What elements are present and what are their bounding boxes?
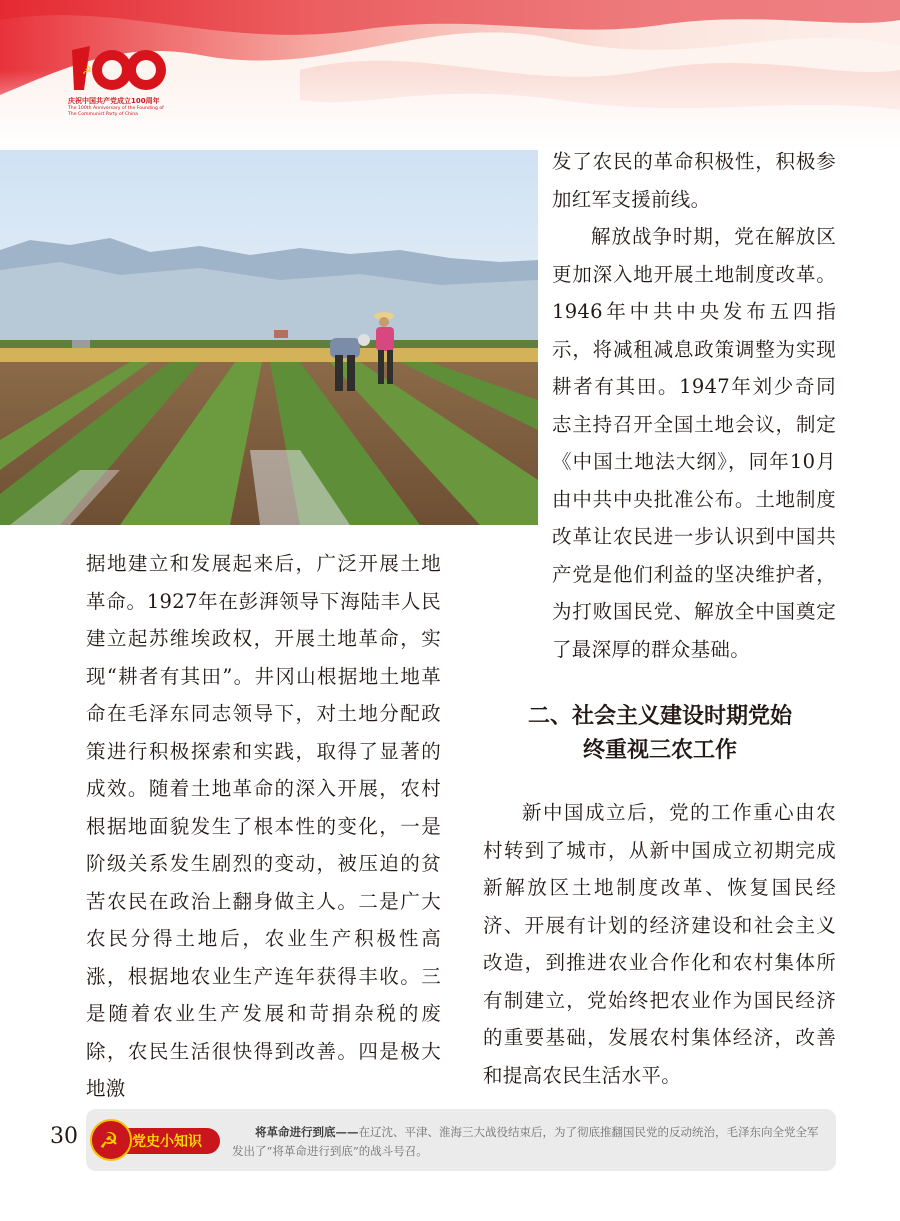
logo-caption: 庆祝中国共产党成立100周年 — [68, 97, 160, 105]
paragraph-land-revolution: 据地建立和发展起来后，广泛开展土地革命。1927年在彭湃领导下海陆丰人民建立起苏维埃政权，开展土地革命，实现“耕者有其田”。井冈山根据地土地革命在毛泽东同志领导下，对土地分配政策进行积极探索和实践，取得了显著的成效。随着土地革命的深入开展，农村根据地面貌发生了根本性的变化，一是阶级关系发生剧烈的变动，被压迫的贫苦农民在政治上翻身做主人。二是广大农民分得土地后，农业生产积极性高涨，根据地农业生产连年获得丰收。三是随着农业生产发展和苛捐杂税的废除，农民生活很快得到改善。四是极大地激 — [86, 552, 441, 1100]
farm-field-photo — [0, 150, 538, 525]
centenary-logo — [68, 44, 178, 124]
paragraph-socialist-construction: 新中国成立后，党的工作重心由农村转到了城市，从新中国成立初期完成新解放区土地制度改革、恢复国民经济、开展有计划的经济建设和社会主义改造，到推进农业合作化和农村集体所有制建立，党始终把农业作为国民经济的重要基础，发展农村集体经济，改善和提高农民生活水平。 — [483, 801, 836, 1087]
paragraph-liberation-war: 解放战争时期，党在解放区更加深入地开展土地制度改革。1946年中共中央发布五四指示，将减租减息政策调整为实现耕者有其田。1947年刘少奇同志主持召开全国土地会议，制定《中国土地法大纲》，同年10月由中共中央批准公布。土地制度改革让农民进一步认识到中国共产党是他们利益的坚决维护者，为打败国民党、解放全中国奠定了最深厚的群众基础。 — [552, 225, 836, 661]
badge-label: 党史小知识 — [132, 1134, 202, 1150]
farm-field-illustration — [0, 150, 538, 525]
right-column-top — [552, 143, 836, 668]
section-body — [483, 794, 836, 1094]
svg-text:☭: ☭ — [99, 1129, 119, 1154]
hammer-sickle-icon: ☭ — [82, 64, 92, 77]
logo-year-start: 1921 — [102, 68, 115, 74]
header-banner — [0, 0, 900, 150]
section-heading: 二、社会主义建设时期党始 终重视三农工作 — [527, 704, 792, 763]
footer-tip-text — [232, 1123, 828, 1161]
page-number: 30 — [50, 1124, 78, 1149]
paragraph-continuation: 发了农民的革命积极性，积极参加红军支援前线。 — [552, 150, 836, 211]
logo-year-end: 2021 — [136, 68, 149, 74]
tip-title: 将革命进行到底—— — [255, 1125, 359, 1139]
left-column — [86, 545, 441, 1108]
party-history-badge — [90, 1119, 220, 1161]
logo-subtitle: The 100th Anniversary of the Founding of The Communist Party of China — [68, 106, 164, 117]
party-emblem-icon — [90, 1119, 132, 1161]
tip-body: 在辽沈、平津、淮海三大战役结束后，为了彻底推翻国民党的反动统治，毛泽东向全党全军发出了“将革命进行到底”的战斗号召。 — [232, 1125, 819, 1158]
